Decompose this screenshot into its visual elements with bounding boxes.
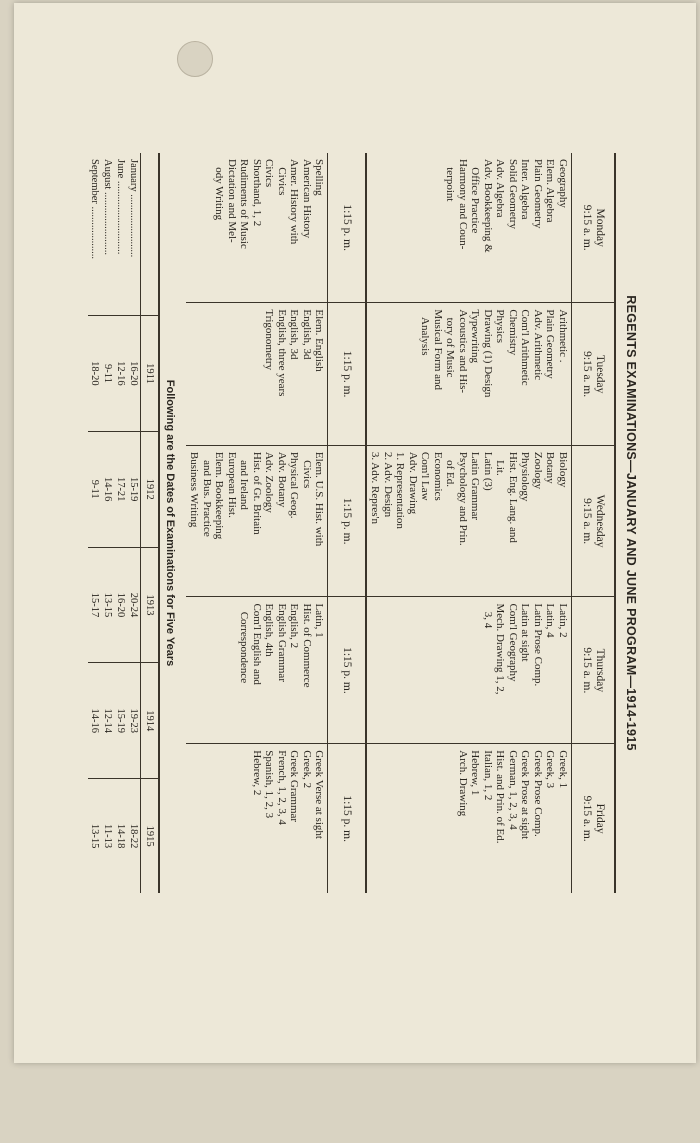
dates-cell: 15-19	[127, 431, 141, 547]
afternoon-time-friday: 1:15 p. m.	[328, 744, 366, 893]
dates-table	[88, 153, 160, 893]
afternoon-time-tuesday: 1:15 p. m.	[328, 303, 366, 446]
dates-cell: 17-21	[114, 431, 127, 547]
page-title: REGENTS EXAMINATIONS—JANUARY AND JUNE PROGRAM—1914-1915	[624, 295, 638, 751]
wednesday-morning-subjects: Biology Botany Zoology Physiology Hist. Eng. Lang. and Lit. Latin (3) Latin Grammar Psychology and Prin. of Ed. Economics Com'l Law Adv. Drawing 1. Representation 2. Adv. Design 3. Adv. Repres'n	[366, 445, 572, 597]
dates-cell: 12-14	[101, 663, 114, 779]
dates-cell: 18-22	[127, 779, 141, 893]
dates-month: August ........................	[102, 159, 113, 255]
morning-row	[366, 153, 572, 893]
dates-row	[88, 153, 101, 893]
dates-cell: 13-15	[101, 547, 114, 663]
dates-cell: 12-16	[114, 316, 127, 432]
dates-cell: 14-16	[101, 431, 114, 547]
friday-afternoon-subjects: Greek Verse at sight Greek, 2 Greek Grammar French, 1, 2, 3, 4 Spanish, 1, 2, 3 Hebrew, 2	[186, 744, 328, 893]
afternoon-time-row	[328, 153, 366, 893]
dates-cell: 19-23	[127, 663, 141, 779]
schedule-table	[186, 153, 616, 893]
dates-cell: 14-18	[114, 779, 127, 893]
monday-afternoon-subjects: Spelling American History Amer. History with Civics Civics Shorthand, 1, 2 Rudiments of Music Dictation and Mel- ody Writing	[213, 159, 326, 249]
dates-header-month	[141, 153, 160, 316]
afternoon-time-wednesday: 1:15 p. m.	[328, 445, 366, 597]
rotated-content	[89, 153, 638, 1143]
dates-month: September ....................	[89, 159, 100, 260]
dates-header-year: 1911	[141, 316, 160, 432]
dates-cell: 9-11	[88, 431, 101, 547]
thursday-morning-subjects: Latin, 2 Latin, 4 Latin Prose Comp. Latin at sight Com'l Geography Mech. Drawing 1, 2, 3, 4	[366, 597, 572, 744]
tuesday-afternoon-subjects: Elem. English English, 3d English, 3d English, three years Trigonometry	[186, 303, 328, 446]
dates-month: June ............................	[115, 159, 126, 255]
tuesday-morning-subjects: Arithmetic . Plain Geometry Adv. Arithmetic Com'l Arithmetic Chemistry Physics Drawing (1) Design Typewriting Acoustics and His- tory of Music Musical Form and Analysis	[366, 303, 572, 446]
dates-cell: 13-15	[88, 779, 101, 893]
dates-cell: 16-20	[114, 547, 127, 663]
document-page	[14, 3, 696, 1063]
dates-cell: 11-13	[101, 779, 114, 893]
dates-cell: 9-11	[101, 316, 114, 432]
friday-morning-subjects: Greek, 1 Greek, 3 Greek Prose Comp. Greek Prose at sight German, 1, 2, 3, 4 Hist. and Prin. of Ed. Italian, 1, 2 Hebrew, 1 Arch. Drawing	[366, 744, 572, 893]
dates-cell: 14-16	[88, 663, 101, 779]
day-header-row	[572, 153, 616, 893]
dates-row	[101, 153, 114, 893]
punch-hole	[177, 41, 213, 77]
day-header-monday: Monday 9:15 a. m.	[572, 153, 616, 303]
dates-header-row	[141, 153, 160, 893]
dates-cell: 18-20	[88, 316, 101, 432]
day-header-friday: Friday 9:15 a. m.	[572, 744, 616, 893]
afternoon-row	[186, 153, 328, 893]
dates-cell: 16-20	[127, 316, 141, 432]
day-header-tuesday: Tuesday 9:15 a. m.	[572, 303, 616, 446]
dates-row	[114, 153, 127, 893]
thursday-afternoon-subjects: Latin, 1 Hist. of Commerce English, 2 English Grammar English, 4th Com'l English and Correspondence	[186, 597, 328, 744]
dates-cell: 15-17	[88, 547, 101, 663]
day-header-thursday: Thursday 9:15 a. m.	[572, 597, 616, 744]
afternoon-time-monday: 1:15 p. m.	[328, 153, 366, 303]
dates-title: Following are the Dates of Examinations for Five Years	[164, 379, 176, 667]
dates-header-year: 1913	[141, 547, 160, 663]
day-header-wednesday: Wednesday 9:15 a. m.	[572, 445, 616, 597]
monday-morning-subjects: Geography Elem. Algebra Plain Geometry Inter. Algebra Solid Geometry Adv. Algebra Adv. Bookkeeping & Office Practice Harmony and Coun- terpoint	[444, 159, 569, 253]
dates-header-year: 1912	[141, 431, 160, 547]
dates-cell: 20-24	[127, 547, 141, 663]
dates-header-year: 1914	[141, 663, 160, 779]
dates-cell: 15-19	[114, 663, 127, 779]
afternoon-time-thursday: 1:15 p. m.	[328, 597, 366, 744]
dates-month: January ........................	[128, 159, 139, 258]
dates-row	[127, 153, 141, 893]
wednesday-afternoon-subjects: Elem. U.S. Hist. with Civics Physical Geog. Adv. Botany Adv. Zoology Hist. of Gt. Britain and Ireland European Hist. Elem. Bookkeeping and Bus. Practice Business Writing	[186, 445, 328, 597]
dates-header-year: 1915	[141, 779, 160, 893]
